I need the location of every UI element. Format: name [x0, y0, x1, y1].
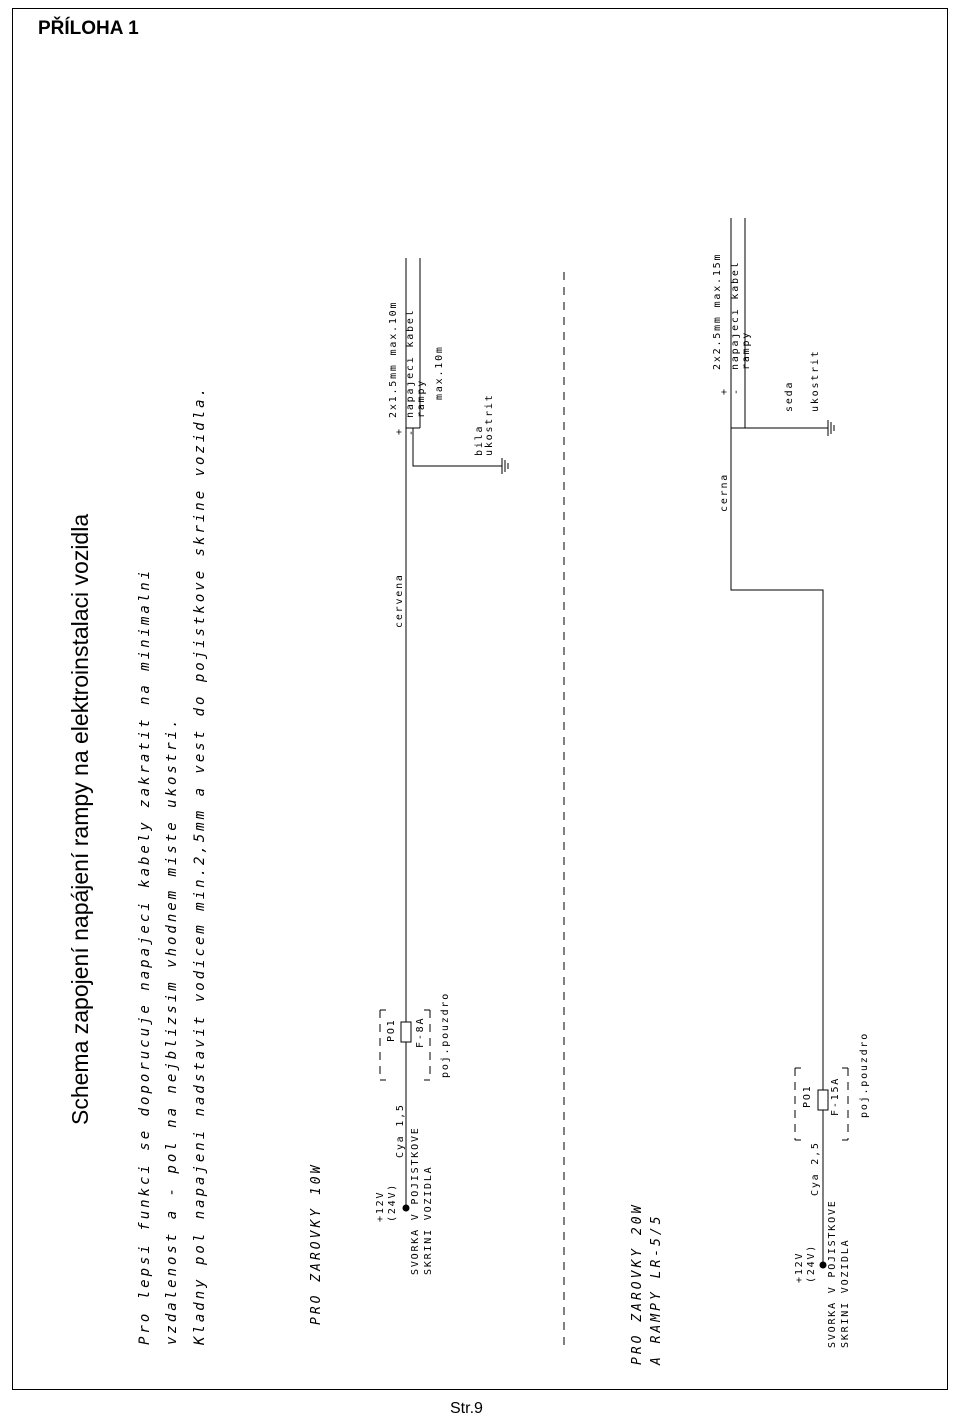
circuit-20w-heading-1: PRO ZAROVKY 20W: [630, 1202, 645, 1365]
circuit-10w: [309, 258, 508, 1325]
circuit-20w-cable-line2: rampy: [741, 330, 752, 370]
note-line-3: Kladny pol napajeni nadstavit vodicem min.2,5mm a vest do pojistkove skrine vozidla.: [192, 384, 208, 1345]
circuit-10w-cable-line2: rampy: [416, 378, 427, 418]
circuit-20w-voltage: +12V: [794, 1251, 805, 1283]
circuit-20w-fuse-rating: F-15A: [830, 1076, 841, 1116]
circuit-10w-terminal-line2: SKRINI VOZIDLA: [423, 1165, 434, 1275]
circuit-20w-fuse-label: PO1: [802, 1084, 813, 1108]
circuit-20w-minus: -: [731, 387, 742, 395]
circuit-10w-wire-color: cervena: [394, 573, 405, 628]
note-line-2: vzdalenost a - pol na nejblizsim vhodnem miste ukostri.: [164, 716, 180, 1345]
circuit-10w-ground-label: ukostrit: [484, 393, 495, 456]
circuit-20w: [630, 218, 870, 1366]
circuit-10w-ground-icon: [502, 458, 508, 474]
circuit-10w-fuse: [401, 1022, 411, 1042]
circuit-10w-holder-label: poj.pouzdro: [440, 991, 451, 1078]
circuit-10w-fuse-label: PO1: [386, 1018, 397, 1042]
circuit-20w-ground-color: seda: [784, 380, 795, 412]
circuit-20w-fuse: [818, 1090, 828, 1110]
circuit-20w-plus: +: [719, 387, 730, 395]
circuit-20w-cable-line1: napajeci kabel: [730, 260, 741, 370]
circuit-20w-terminal-line1: SVORKA V POJISTKOVE: [827, 1199, 838, 1348]
circuit-20w-ground-icon: [828, 420, 834, 436]
circuit-10w-terminal-line1: SVORKA V POJISTKOVE: [410, 1126, 421, 1275]
circuit-20w-voltage-alt: (24V): [806, 1243, 817, 1283]
circuit-20w-terminal-line2: SKRINI VOZIDLA: [840, 1238, 851, 1348]
circuit-10w-heading: PRO ZAROVKY 10W: [309, 1162, 324, 1325]
diagram-title: Schema zapojení napájení rampy na elektroinstalaci vozidla: [67, 513, 93, 1125]
circuit-10w-voltage-alt: (24V): [387, 1182, 398, 1222]
circuit-20w-wire-color: cerna: [719, 472, 730, 512]
circuit-10w-terminal: [403, 1205, 410, 1212]
page-number: Str.9: [450, 1400, 483, 1417]
circuit-10w-wire-spec: Cya 1,5: [395, 1103, 406, 1158]
appendix-label: PŘÍLOHA 1: [38, 18, 139, 39]
circuit-10w-fuse-rating: F-8A: [415, 1016, 426, 1048]
circuit-20w-heading-2: A RAMPY LR-5/5: [649, 1213, 664, 1365]
circuit-20w-wire: [731, 428, 823, 1262]
circuit-10w-plus: +: [394, 427, 405, 435]
circuit-20w-holder-label: poj.pouzdro: [859, 1031, 870, 1118]
circuit-20w-wire-spec: Cya 2,5: [810, 1141, 821, 1196]
circuit-10w-cable-spec: 2x1.5mm max.10m: [388, 300, 399, 418]
circuit-20w-ground-label: ukostrit: [810, 349, 821, 412]
circuit-10w-distance: max.10m: [434, 345, 445, 400]
circuit-20w-terminal: [820, 1262, 827, 1269]
note-line-1: Pro lepsi funkci se doporucuje napajeci kabely zakratit na minimalni: [137, 567, 153, 1345]
circuit-10w-cable-line1: napajeci kabel: [405, 308, 416, 418]
circuit-10w-voltage: +12V: [375, 1190, 386, 1222]
circuit-10w-minus: -: [406, 428, 417, 436]
circuit-10w-ground-color: bila: [474, 424, 485, 456]
circuit-20w-cable-spec: 2x2.5mm max.15m: [712, 252, 723, 370]
